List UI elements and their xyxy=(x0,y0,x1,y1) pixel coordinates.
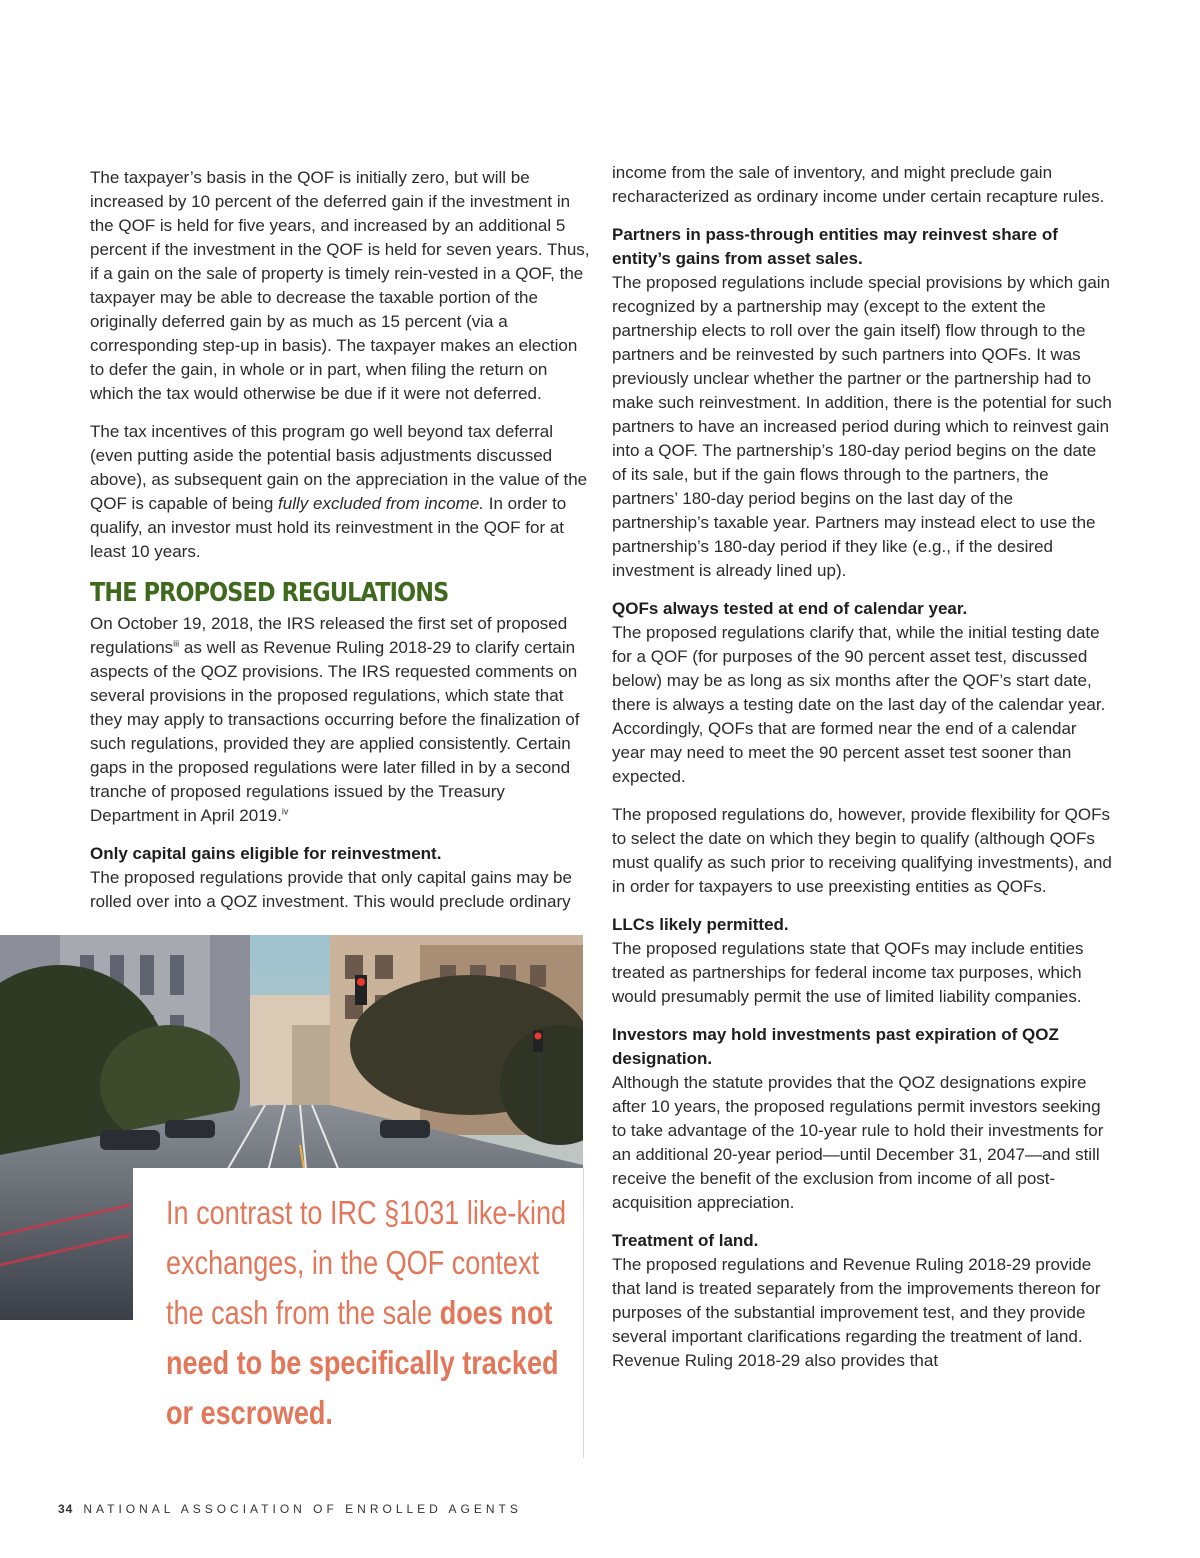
page-footer xyxy=(58,1502,522,1516)
p8-text: The proposed regulations state that QOFs may include entities treated as partnerships for federal income tax purposes, which would presumably permit the use of limited liability companies. xyxy=(612,939,1084,1006)
p2-text-a: The tax incentives of this program go well beyond tax deferral (even putting aside the potential basis adjustments discussed above), as subsequent gain on the appreciation in the value of the QOF is capable of being xyxy=(90,422,588,513)
paragraph-tax-incentives xyxy=(90,420,590,564)
page-number: 34 xyxy=(58,1502,74,1516)
subhead-partners: Partners in pass-through entities may reinvest share of entity’s gains from asset sales. xyxy=(612,225,1058,268)
paragraph-flexibility: The proposed regulations do, however, provide flexibility for QOFs to select the date on which they begin to qualify (although QOFs must qualify as such prior to receiving qualifying investments), and in order for taxpayers to use preexisting entities as QOFs. xyxy=(612,805,1112,896)
subhead-llcs: LLCs likely permitted. xyxy=(612,915,789,934)
subhead-expiration: Investors may hold investments past expiration of QOZ designation. xyxy=(612,1025,1059,1068)
pull-quote-regular: In contrast to IRC §1031 like-kind exchanges, in the QOF context the cash from the sale xyxy=(166,1194,567,1331)
pull-quote-bold: does not need to be specifically tracked or escrowed. xyxy=(166,1294,559,1431)
p6-text: The proposed regulations clarify that, while the initial testing date for a QOF (for purposes of the 90 percent asset test, discussed below) may be as long as six months after the QOF’s start date, there is always a testing date on the last day of the calendar year. Accordingly, QOFs that are formed near the end of a calendar year may need to meet the 90 percent asset test sooner than expected. xyxy=(612,623,1106,786)
paragraph-testing xyxy=(612,597,1114,789)
section-heading: THE PROPOSED REGULATIONS xyxy=(90,578,449,608)
footnote-ref-iv: iv xyxy=(281,806,289,817)
p3-text-b: as well as Revenue Ruling 2018-29 to clarify certain aspects of the QOZ provisions. The IRS requested comments on several provisions in the proposed regulations, which state that they may apply to transactions occurring before the finalization of such regulations, provided they are applied consistently. Certain gaps in the proposed regulations were later filled in by a second tranche of proposed regulations issued by the Treasury Department in April 2019. xyxy=(90,638,580,825)
p3-text-a: On October 19, 2018, the IRS released the first set of proposed regulations xyxy=(90,614,568,657)
footnote-ref-iii: iii xyxy=(173,638,180,649)
paragraph-proposed-regs xyxy=(90,612,590,828)
p2-text-b: In order to qualify, an investor must hold its reinvestment in the QOF for at least 10 years. xyxy=(90,494,567,561)
p5-text: The proposed regulations include special provisions by which gain recognized by a partnership may (except to the extent the partnership elects to roll over the gain itself) flow through to the partners and be reinvested by such partners into QOFs. It was previously unclear whether the partner or the partnership had to make such reinvestment. In addition, there is the potential for such partners to have an increased period during which to reinvest gain into a QOF. The partnership’s 180-day period begins on the date of its sale, but if the gain flows through to the partners, the partners’ 180-day period begins on the last day of the partnership’s taxable year. Partners may instead elect to use the partnership’s 180-day period if they like (e.g., if the desired investment is already lined up). xyxy=(612,273,1112,580)
publication-name: NATIONAL ASSOCIATION OF ENROLLED AGENTS xyxy=(83,1502,522,1516)
p10-text: The proposed regulations and Revenue Ruling 2018-29 provide that land is treated separately from the improvements thereon for purposes of the substantial improvement test, and they provide several important clarifications regarding the treatment of land. Revenue Ruling 2018-29 also provides that xyxy=(612,1255,1101,1370)
paragraph-capital-gains xyxy=(90,842,590,914)
subhead-testing: QOFs always tested at end of calendar year. xyxy=(612,599,968,618)
pull-quote xyxy=(166,1188,576,1438)
subhead-capital-gains: Only capital gains eligible for reinvestment. xyxy=(90,844,442,863)
subhead-land: Treatment of land. xyxy=(612,1231,759,1250)
left-column xyxy=(90,166,590,928)
p4-text: The proposed regulations provide that only capital gains may be rolled over into a QOZ investment. This would preclude ordinary xyxy=(90,868,572,911)
right-column xyxy=(612,161,1114,1387)
p9-text: Although the statute provides that the QOZ designations expire after 10 years, the proposed regulations permit investors seeking to take advantage of the 10-year rule to hold their investments for an additional 20-year period—until December 31, 2047—and still receive the benefit of the exclusion from income of all post-acquisition appreciation. xyxy=(612,1073,1104,1212)
paragraph-inventory: income from the sale of inventory, and might preclude gain recharacterized as ordinary income under certain recapture rules. xyxy=(612,163,1105,206)
p2-emphasis: fully excluded from income. xyxy=(278,494,485,513)
paragraph-land xyxy=(612,1229,1114,1373)
paragraph-expiration xyxy=(612,1023,1114,1215)
paragraph-basis: The taxpayer’s basis in the QOF is initially zero, but will be increased by 10 percent of the deferred gain if the investment in the QOF is held for five years, and increased by an additional 5 percent if the investment in the QOF is held for seven years. Thus, if a gain on the sale of property is timely rein-vested in a QOF, the taxpayer may be able to decrease the taxable portion of the originally deferred gain by as much as 15 percent (via a corresponding step-up in basis). The taxpayer makes an election to defer the gain, in whole or in part, when filing the return on which the tax would otherwise be due if it were not deferred. xyxy=(90,168,590,403)
paragraph-partners xyxy=(612,223,1114,583)
paragraph-llcs xyxy=(612,913,1114,1009)
